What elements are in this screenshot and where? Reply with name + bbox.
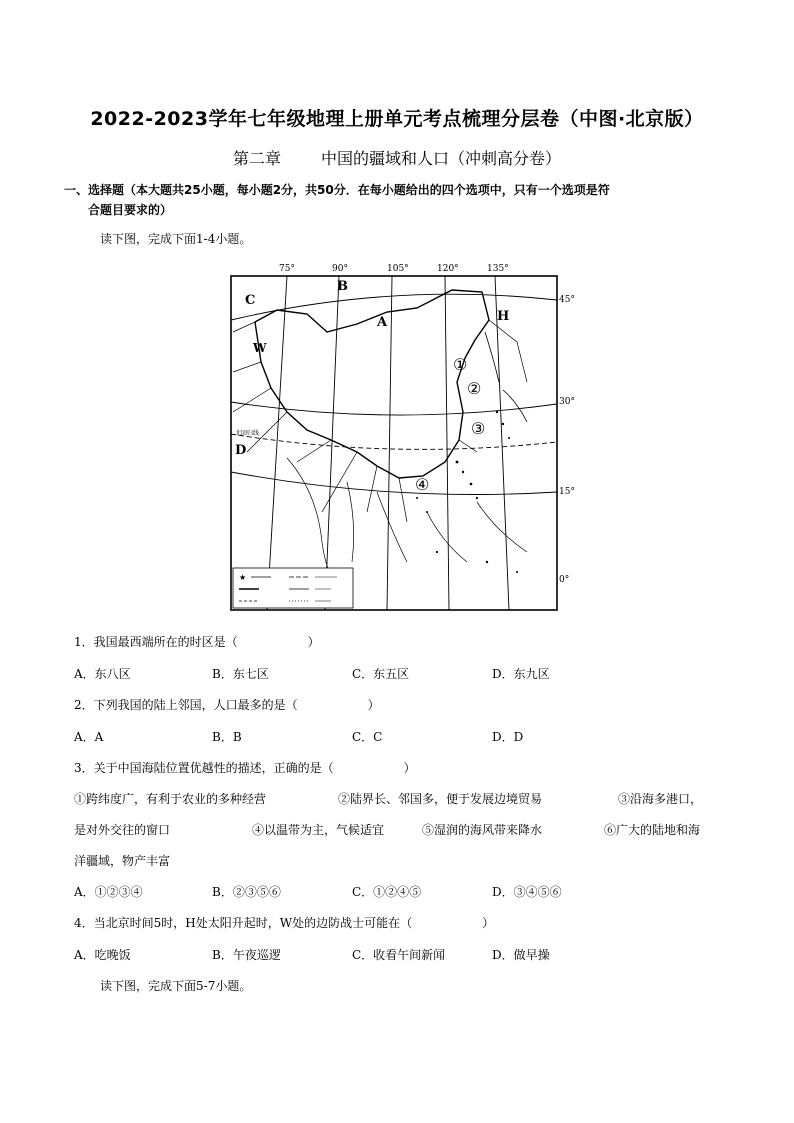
lon-label-90: 90°	[332, 264, 348, 274]
question-3: 3．关于中国海陆位置优越性的描述，正确的是（ ）	[74, 761, 416, 775]
lat-label-15: 15°	[559, 487, 575, 497]
svg-text:★: ★	[239, 573, 247, 582]
intro-text-1: 读下图，完成下面1-4小题。	[100, 232, 252, 246]
q3-statement-6-cont: 洋疆域，物产丰富	[74, 854, 171, 868]
q2-option-a[interactable]: A．A	[74, 730, 104, 744]
q1-option-b[interactable]: B．东七区	[212, 667, 269, 681]
q3-option-b[interactable]: B．②③⑤⑥	[212, 885, 281, 899]
q2-option-b[interactable]: B．B	[212, 730, 242, 744]
map-label-b: B	[337, 279, 348, 294]
tropic-label: 北回归线	[235, 430, 260, 437]
map-label-h: H	[497, 309, 510, 324]
q1-option-c[interactable]: C．东五区	[352, 667, 410, 681]
q4-option-b[interactable]: B．午夜巡逻	[212, 948, 281, 962]
question-2-stem: 2．下列我国的陆上邻国，人口最多的是（	[74, 698, 298, 712]
map-label-c: C	[245, 293, 256, 308]
q3-statement-1: ①跨纬度广，有利于农业的多种经营	[74, 792, 267, 806]
lon-label-105: 105°	[387, 264, 409, 274]
q3-option-d[interactable]: D．③④⑤⑥	[492, 885, 562, 899]
section-heading-line1: 一、选择题（本大题共25小题，每小题2分，共50分．在每小题给出的四个选项中，只有一个选项是符	[64, 183, 610, 197]
q3-statement-3-cont: 是对外交往的窗口	[74, 823, 171, 837]
map-label-a: A	[377, 315, 388, 330]
china-region-map	[227, 262, 575, 614]
map-marker-1: ①	[453, 355, 468, 374]
q3-statement-2: ②陆界长、邻国多，便于发展边境贸易	[338, 792, 543, 806]
map-label-w: W	[253, 341, 267, 355]
question-4-stem: 4．当北京时间5时，H处太阳升起时，W处的边防战士可能在（	[74, 916, 413, 930]
q3-option-a[interactable]: A．①②③④	[74, 885, 143, 899]
lat-label-30: 30°	[559, 397, 575, 407]
map-marker-4: ④	[415, 475, 430, 494]
q3-option-c[interactable]: C．①②④⑤	[352, 885, 422, 899]
page-title: 2022-2023学年七年级地理上册单元考点梳理分层卷（中图·北京版）	[90, 108, 704, 130]
q3-statement-6: ⑥广大的陆地和海	[604, 823, 701, 837]
lat-label-0: 0°	[559, 575, 570, 585]
q3-statement-5: ⑤湿润的海风带来降水	[422, 823, 543, 837]
q4-option-a[interactable]: A．吃晚饭	[74, 948, 131, 962]
lat-label-45: 45°	[559, 295, 575, 305]
section-heading	[64, 180, 734, 220]
lon-label-135: 135°	[487, 264, 509, 274]
q1-option-d[interactable]: D．东九区	[492, 667, 550, 681]
q1-option-a[interactable]: A．东八区	[74, 667, 131, 681]
question-1-stem: 1．我国最西端所在的时区是（	[74, 635, 238, 649]
question-3-stem: 3．关于中国海陆位置优越性的描述，正确的是（	[74, 761, 334, 775]
lon-label-75: 75°	[279, 264, 295, 274]
q3-statement-4: ④以温带为主，气候适宜	[252, 823, 385, 837]
map-marker-3: ③	[471, 419, 486, 438]
q2-option-d[interactable]: D．D	[492, 730, 524, 744]
q4-option-d[interactable]: D．做早操	[492, 948, 550, 962]
question-4: 4．当北京时间5时，H处太阳升起时，W处的边防战士可能在（ ）	[74, 916, 495, 930]
q2-option-c[interactable]: C．C	[352, 730, 383, 744]
chapter-number: 第二章	[232, 149, 281, 168]
q4-option-c[interactable]: C．收看午间新闻	[352, 948, 446, 962]
q3-statement-3: ③沿海多港口，	[618, 792, 703, 806]
map-marker-2: ②	[467, 379, 482, 398]
question-2: 2．下列我国的陆上邻国，人口最多的是（ ）	[74, 698, 380, 712]
map-label-d: D	[235, 443, 247, 458]
chapter-subtitle	[0, 146, 794, 169]
chapter-name: 中国的疆域和人口（冲刺高分卷）	[321, 149, 562, 168]
map-frame	[231, 276, 557, 610]
intro-text-2: 读下图，完成下面5-7小题。	[100, 979, 252, 993]
map-legend	[233, 568, 353, 608]
section-heading-line2: 合题目要求的）	[88, 203, 173, 217]
question-1: 1．我国最西端所在的时区是（ ）	[74, 635, 320, 649]
lon-label-120: 120°	[437, 264, 459, 274]
